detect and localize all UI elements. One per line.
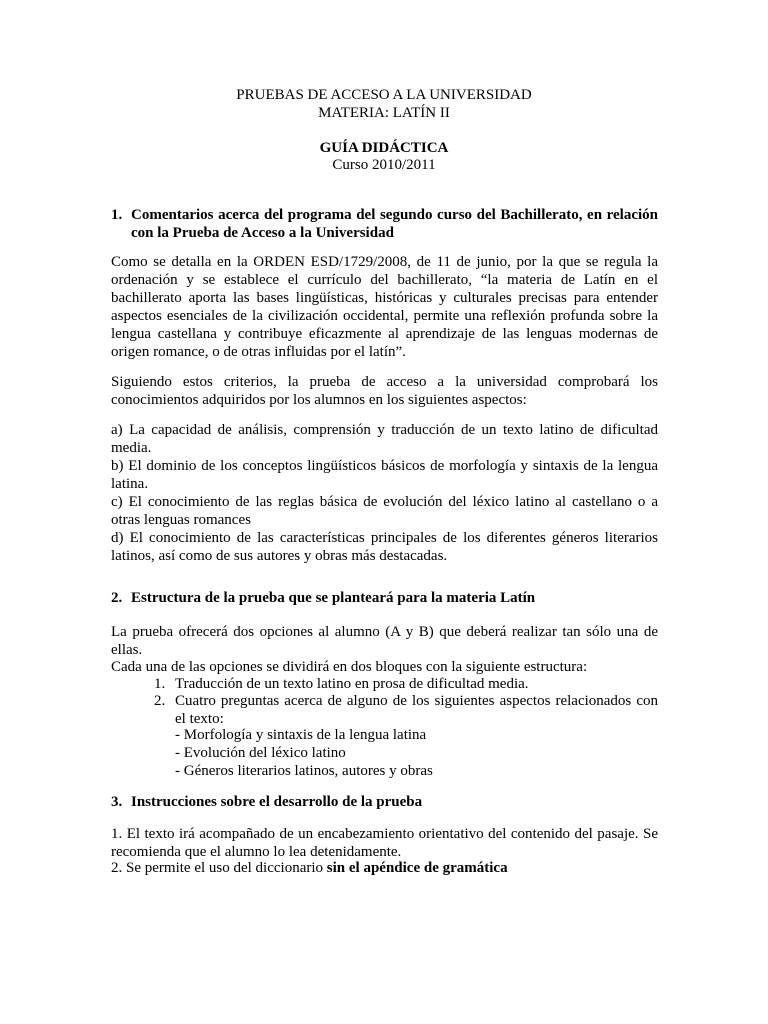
structure-item-2-text: Cuatro preguntas acerca de alguno de los siguientes aspectos relacionados con el texto: [175,693,658,727]
structure-item-1 [154,675,658,693]
section-3-heading [111,793,658,811]
section-3-title: Instrucciones sobre el desarrollo de la prueba [131,794,423,810]
header-line-1: PRUEBAS DE ACCESO A LA UNIVERSIDAD [236,87,532,103]
structure-subitems [175,726,658,780]
section-2-heading [111,589,658,607]
subitem-genres: - Géneros literarios latinos, autores y obras [175,763,433,779]
section-1-paragraph-2: Siguiendo estos criterios, la prueba de acceso a la universidad comprobará los conocimientos adquiridos por los alumnos en los siguientes aspectos: [111,374,658,408]
structure-item-1-number: 1. [154,676,166,692]
section-2-title: Estructura de la prueba que se planteará para la materia Latín [131,590,536,606]
course-year: Curso 2010/2011 [332,157,436,173]
dictionary-note-emphasis: sin el apéndice de gramática [326,860,508,876]
section-2-paragraph-2: Cada una de las opciones se dividirá en dos bloques con la siguiente estructura: [111,659,588,675]
section-1-title: Comentarios acerca del programa del segundo curso del Bachillerato, en relación con la Prueba de Acceso a la Universidad [131,207,658,241]
section-3-paragraph-2 [111,859,658,877]
section-1-heading [111,206,658,242]
section-1-number: 1. [111,207,123,223]
aspects-list [111,421,658,565]
section-3-paragraph-1: 1. El texto irá acompañado de un encabezamiento orientativo del contenido del pasaje. Se recomienda que el alumno lo lea detenidamente. [111,826,658,860]
structure-item-2 [154,692,658,728]
section-2-paragraph-1: La prueba ofrecerá dos opciones al alumno (A y B) que deberá realizar tan sólo una de ellas. [111,624,658,658]
section-1-paragraph-1: Como se detalla en la ORDEN ESD/1729/2008, de 11 de junio, por la que se regula la ordenación y se establece el currículo del bachillerato, “la materia de Latín en el bachillerato aporta las bases lingüísticas, históricas y culturales precisas para entender aspectos esenciales de la civilización occidental, permite una reflexión profunda sobre la lengua castellana y contribuye eficazmente al aprendizaje de las lenguas modernas de origen romance, o de otras influidas por el latín”. [111,254,658,360]
aspect-item-a: a) La capacidad de análisis, comprensión y traducción de un texto latino de dificultad media. [111,422,658,456]
subitem-lexicon: - Evolución del léxico latino [175,745,346,761]
header-line-2: MATERIA: LATÍN II [318,105,450,121]
structure-item-1-text: Traducción de un texto latino en prosa de dificultad media. [175,676,529,692]
section-2-number: 2. [111,590,123,606]
section-3-number: 3. [111,794,123,810]
subitem-morphology: - Morfología y sintaxis de la lengua latina [175,727,427,743]
structure-item-2-number: 2. [154,693,166,709]
aspect-item-b: b) El dominio de los conceptos lingüísticos básicos de morfología y sintaxis de la lengua latina. [111,458,658,492]
dictionary-note: 2. Se permite el uso del diccionario [111,860,327,876]
aspect-item-c: c) El conocimiento de las reglas básica de evolución del léxico latino al castellano o a otras lenguas romances [111,494,658,528]
document-title: GUÍA DIDÁCTICA [319,140,449,156]
aspect-item-d: d) El conocimiento de las características principales de los diferentes géneros literarios latinos, así como de sus autores y obras más destacadas. [111,530,658,564]
